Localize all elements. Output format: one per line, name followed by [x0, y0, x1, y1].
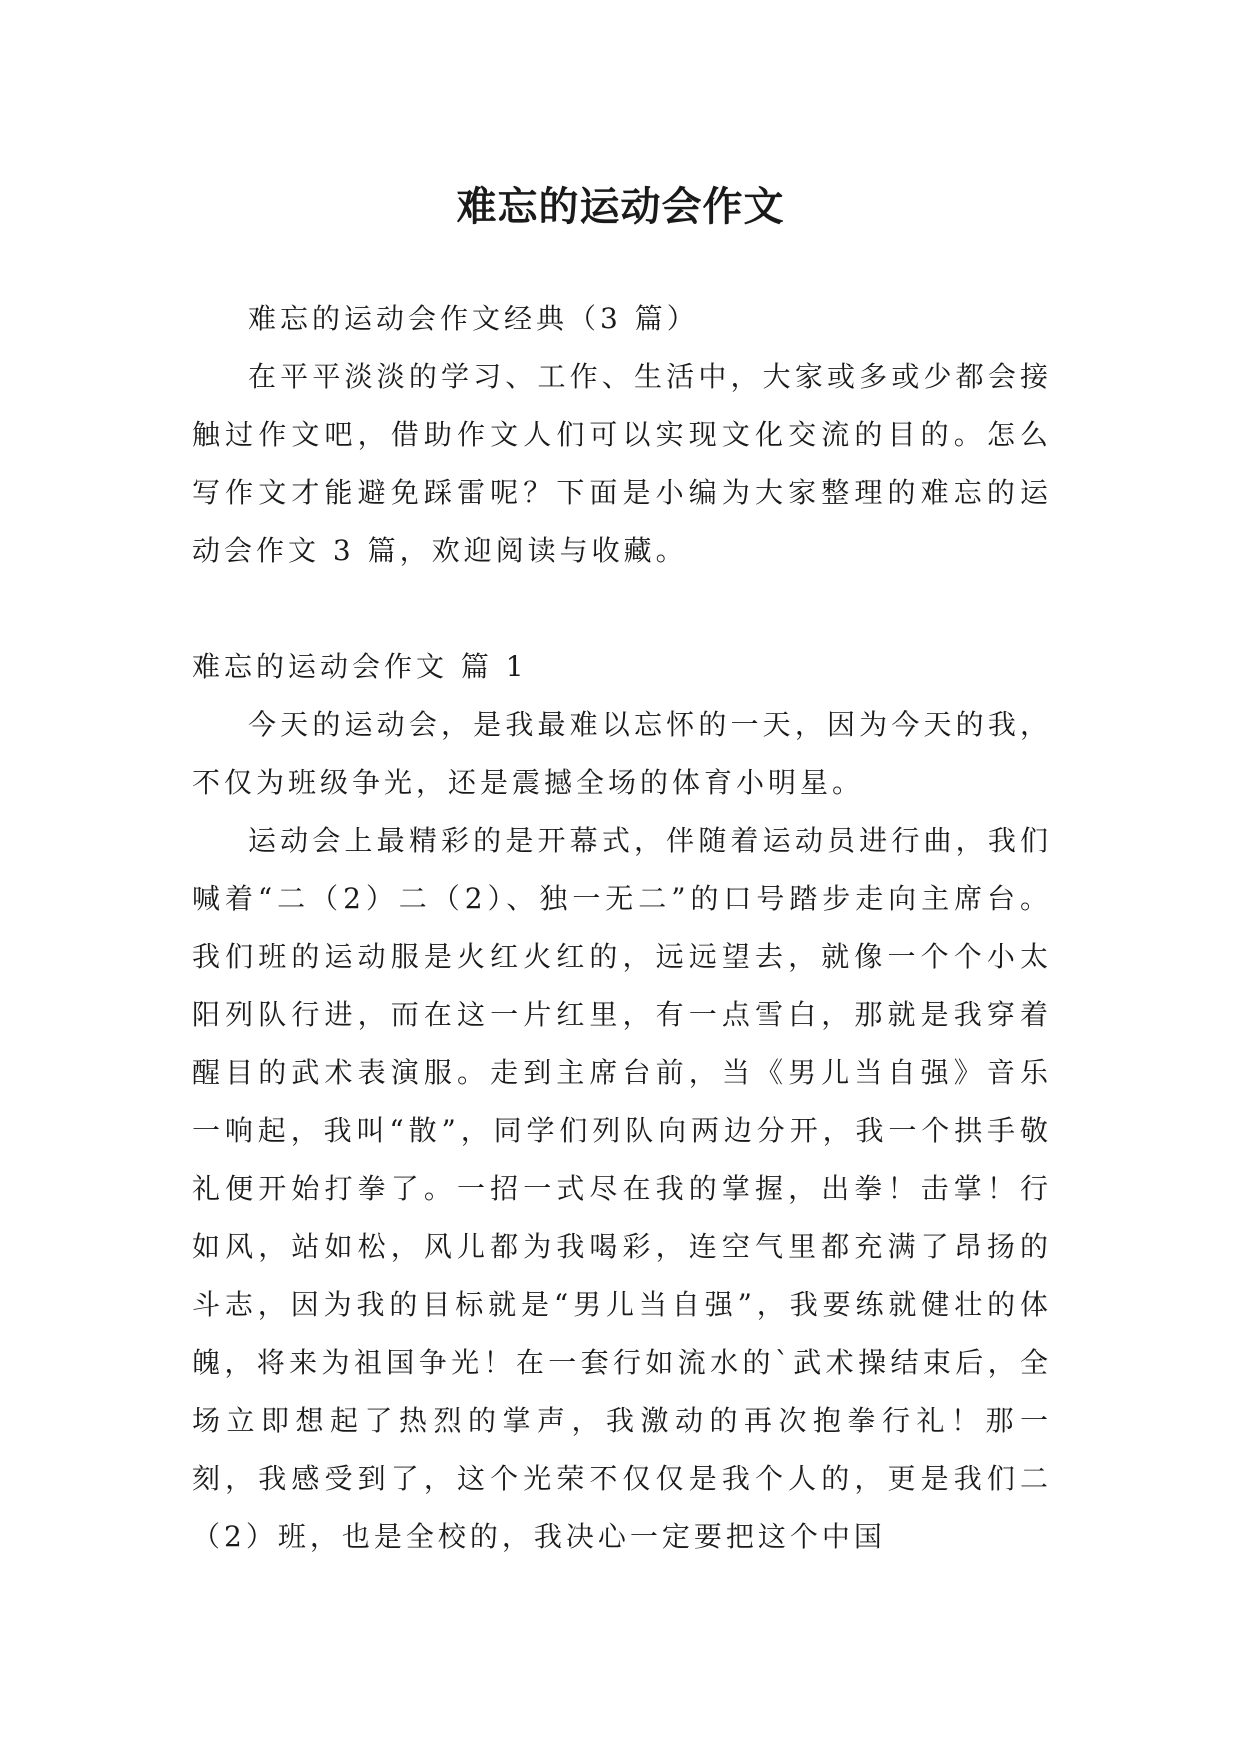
document-body	[192, 290, 1052, 1566]
section-spacer	[192, 580, 1052, 638]
intro-paragraph: 在平平淡淡的学习、工作、生活中，大家或多或少都会接触过作文吧，借助作文人们可以实现文化交流的目的。怎么写作文才能避免踩雷呢？下面是小编为大家整理的难忘的运动会作文 3 篇，欢迎阅读与收藏。	[192, 360, 1052, 567]
section-heading: 难忘的运动会作文 篇 1	[192, 650, 528, 683]
body-paragraph-1: 今天的运动会，是我最难以忘怀的一天，因为今天的我，不仅为班级争光，还是震撼全场的体育小明星。	[192, 708, 1052, 799]
intro-heading: 难忘的运动会作文经典（3 篇）	[248, 302, 699, 335]
body-paragraph-2: 运动会上最精彩的是开幕式，伴随着运动员进行曲，我们喊着“二（2）二（2）、独一无二”的口号踏步走向主席台。我们班的运动服是火红火红的，远远望去，就像一个个小太阳列队行进，而在这一片红里，有一点雪白，那就是我穿着醒目的武术表演服。走到主席台前，当《男儿当自强》音乐一响起，我叫“散”，同学们列队向两边分开，我一个拱手敬礼便开始打拳了。一招一式尽在我的掌握，出拳！击掌！行如风，站如松，风儿都为我喝彩，连空气里都充满了昂扬的斗志，因为我的目标就是“男儿当自强”，我要练就健壮的体魄，将来为祖国争光！在一套行如流水的`武术操结束后，全场立即想起了热烈的掌声，我激动的再次抱拳行礼！那一刻，我感受到了，这个光荣不仅仅是我个人的，更是我们二（2）班，也是全校的，我决心一定要把这个中国	[192, 824, 1052, 1553]
document-title: 难忘的运动会作文	[456, 183, 785, 230]
